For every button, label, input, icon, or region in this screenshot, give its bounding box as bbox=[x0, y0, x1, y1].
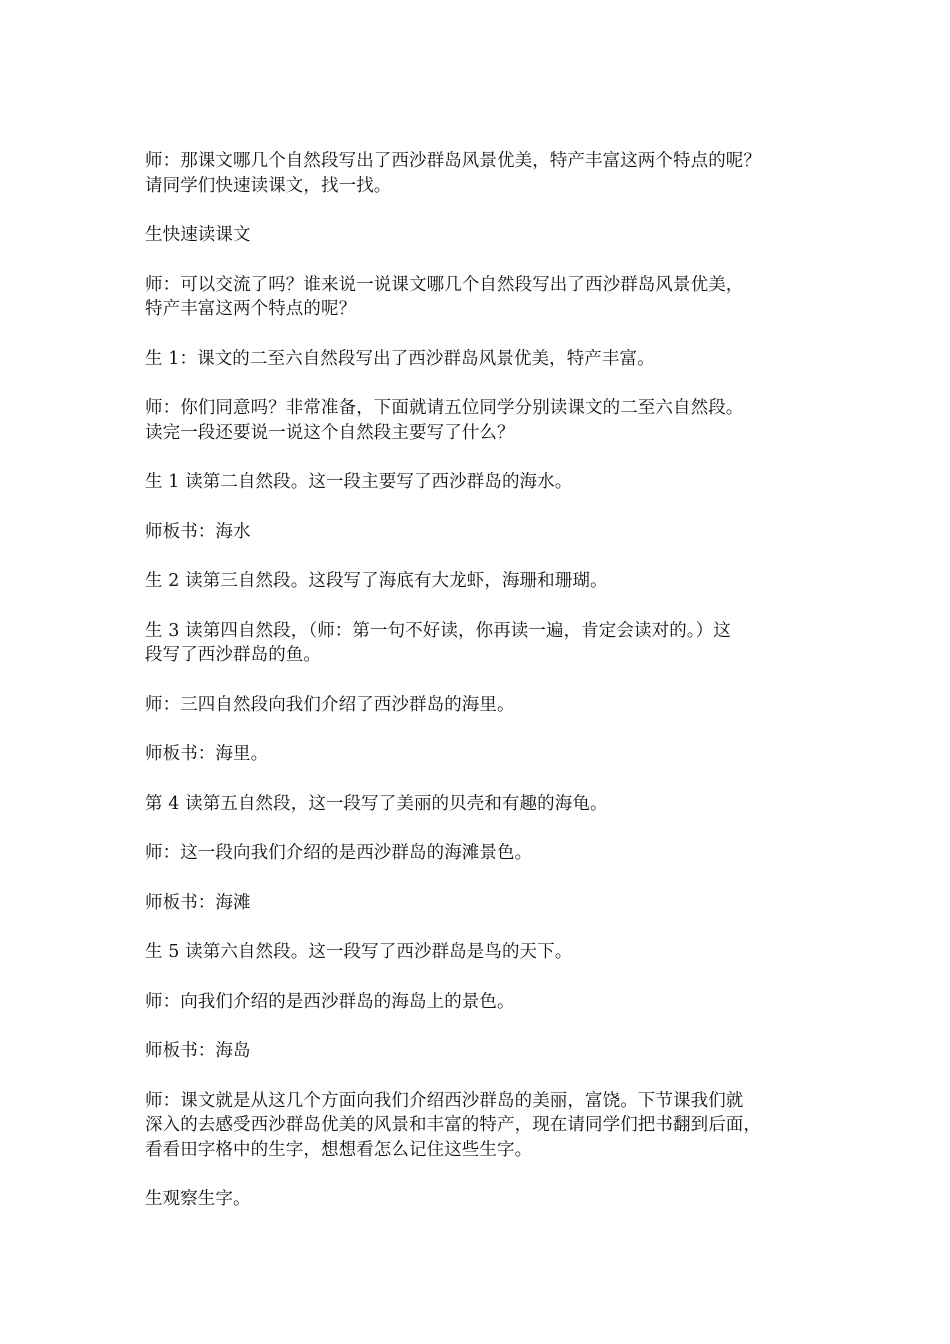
paragraph bbox=[145, 1187, 825, 1212]
paragraph bbox=[145, 693, 825, 718]
text-line: 师：向我们介绍的是西沙群岛的海岛上的景色。 bbox=[145, 991, 515, 1012]
paragraph bbox=[145, 940, 825, 965]
paragraph bbox=[145, 347, 825, 372]
paragraph bbox=[145, 520, 825, 545]
text-line: 生观察生字。 bbox=[145, 1189, 251, 1209]
paragraph bbox=[145, 396, 825, 445]
text-line: 生 1 读第二自然段。这一段主要写了西沙群岛的海水。 bbox=[145, 472, 573, 492]
paragraph bbox=[145, 273, 825, 322]
text-line: 师：可以交流了吗？谁来说一说课文哪几个自然段写出了西沙群岛风景优美， bbox=[145, 274, 744, 295]
text-line: 师：课文就是从这几个方面向我们介绍西沙群岛的美丽，富饶。下节课我们就 bbox=[145, 1090, 744, 1111]
text-line: 师：三四自然段向我们介绍了西沙群岛的海里。 bbox=[145, 694, 515, 715]
text-line: 段写了西沙群岛的鱼。 bbox=[145, 645, 321, 665]
paragraph bbox=[145, 223, 825, 248]
text-line: 师：这一段向我们介绍的是西沙群岛的海滩景色。 bbox=[145, 843, 533, 863]
text-line: 师板书：海里。 bbox=[145, 744, 269, 764]
paragraph bbox=[145, 841, 825, 866]
paragraph bbox=[145, 1089, 825, 1163]
paragraph bbox=[145, 742, 825, 767]
document-body bbox=[145, 149, 825, 1237]
text-line: 师：那课文哪几个自然段写出了西沙群岛风景优美，特产丰富这两个特点的呢？ bbox=[145, 151, 761, 171]
text-line: 生 2 读第三自然段。这段写了海底有大龙虾，海珊和珊瑚。 bbox=[145, 571, 608, 591]
text-line: 生 5 读第六自然段。这一段写了西沙群岛是鸟的天下。 bbox=[145, 942, 573, 962]
text-line: 看看田字格中的生字，想想看怎么记住这些生字。 bbox=[145, 1139, 533, 1160]
text-line: 生快速读课文 bbox=[145, 225, 251, 245]
text-line: 师板书：海岛 bbox=[145, 1041, 251, 1061]
text-line: 请同学们快速读课文，找一找。 bbox=[145, 175, 392, 196]
text-line: 生 3 读第四自然段，（师：第一句不好读，你再读一遍，肯定会读对的。）这 bbox=[145, 620, 731, 641]
paragraph bbox=[145, 619, 825, 668]
text-line: 读完一段还要说一说这个自然段主要写了什么？ bbox=[145, 422, 515, 443]
text-line: 师：你们同意吗？非常准备，下面就请五位同学分别读课文的二至六自然段。 bbox=[145, 398, 744, 418]
paragraph bbox=[145, 470, 825, 495]
paragraph bbox=[145, 149, 825, 198]
text-line: 特产丰富这两个特点的呢？ bbox=[145, 299, 357, 319]
text-line: 师板书：海水 bbox=[145, 521, 251, 542]
paragraph bbox=[145, 792, 825, 817]
paragraph bbox=[145, 990, 825, 1015]
text-line: 深入的去感受西沙群岛优美的风景和丰富的特产，现在请同学们把书翻到后面， bbox=[145, 1115, 761, 1135]
paragraph bbox=[145, 569, 825, 594]
paragraph bbox=[145, 1039, 825, 1064]
text-line: 第 4 读第五自然段，这一段写了美丽的贝壳和有趣的海龟。 bbox=[145, 793, 608, 814]
paragraph bbox=[145, 891, 825, 916]
text-line: 师板书：海滩 bbox=[145, 892, 251, 913]
text-line: 生 1：课文的二至六自然段写出了西沙群岛风景优美，特产丰富。 bbox=[145, 348, 655, 369]
